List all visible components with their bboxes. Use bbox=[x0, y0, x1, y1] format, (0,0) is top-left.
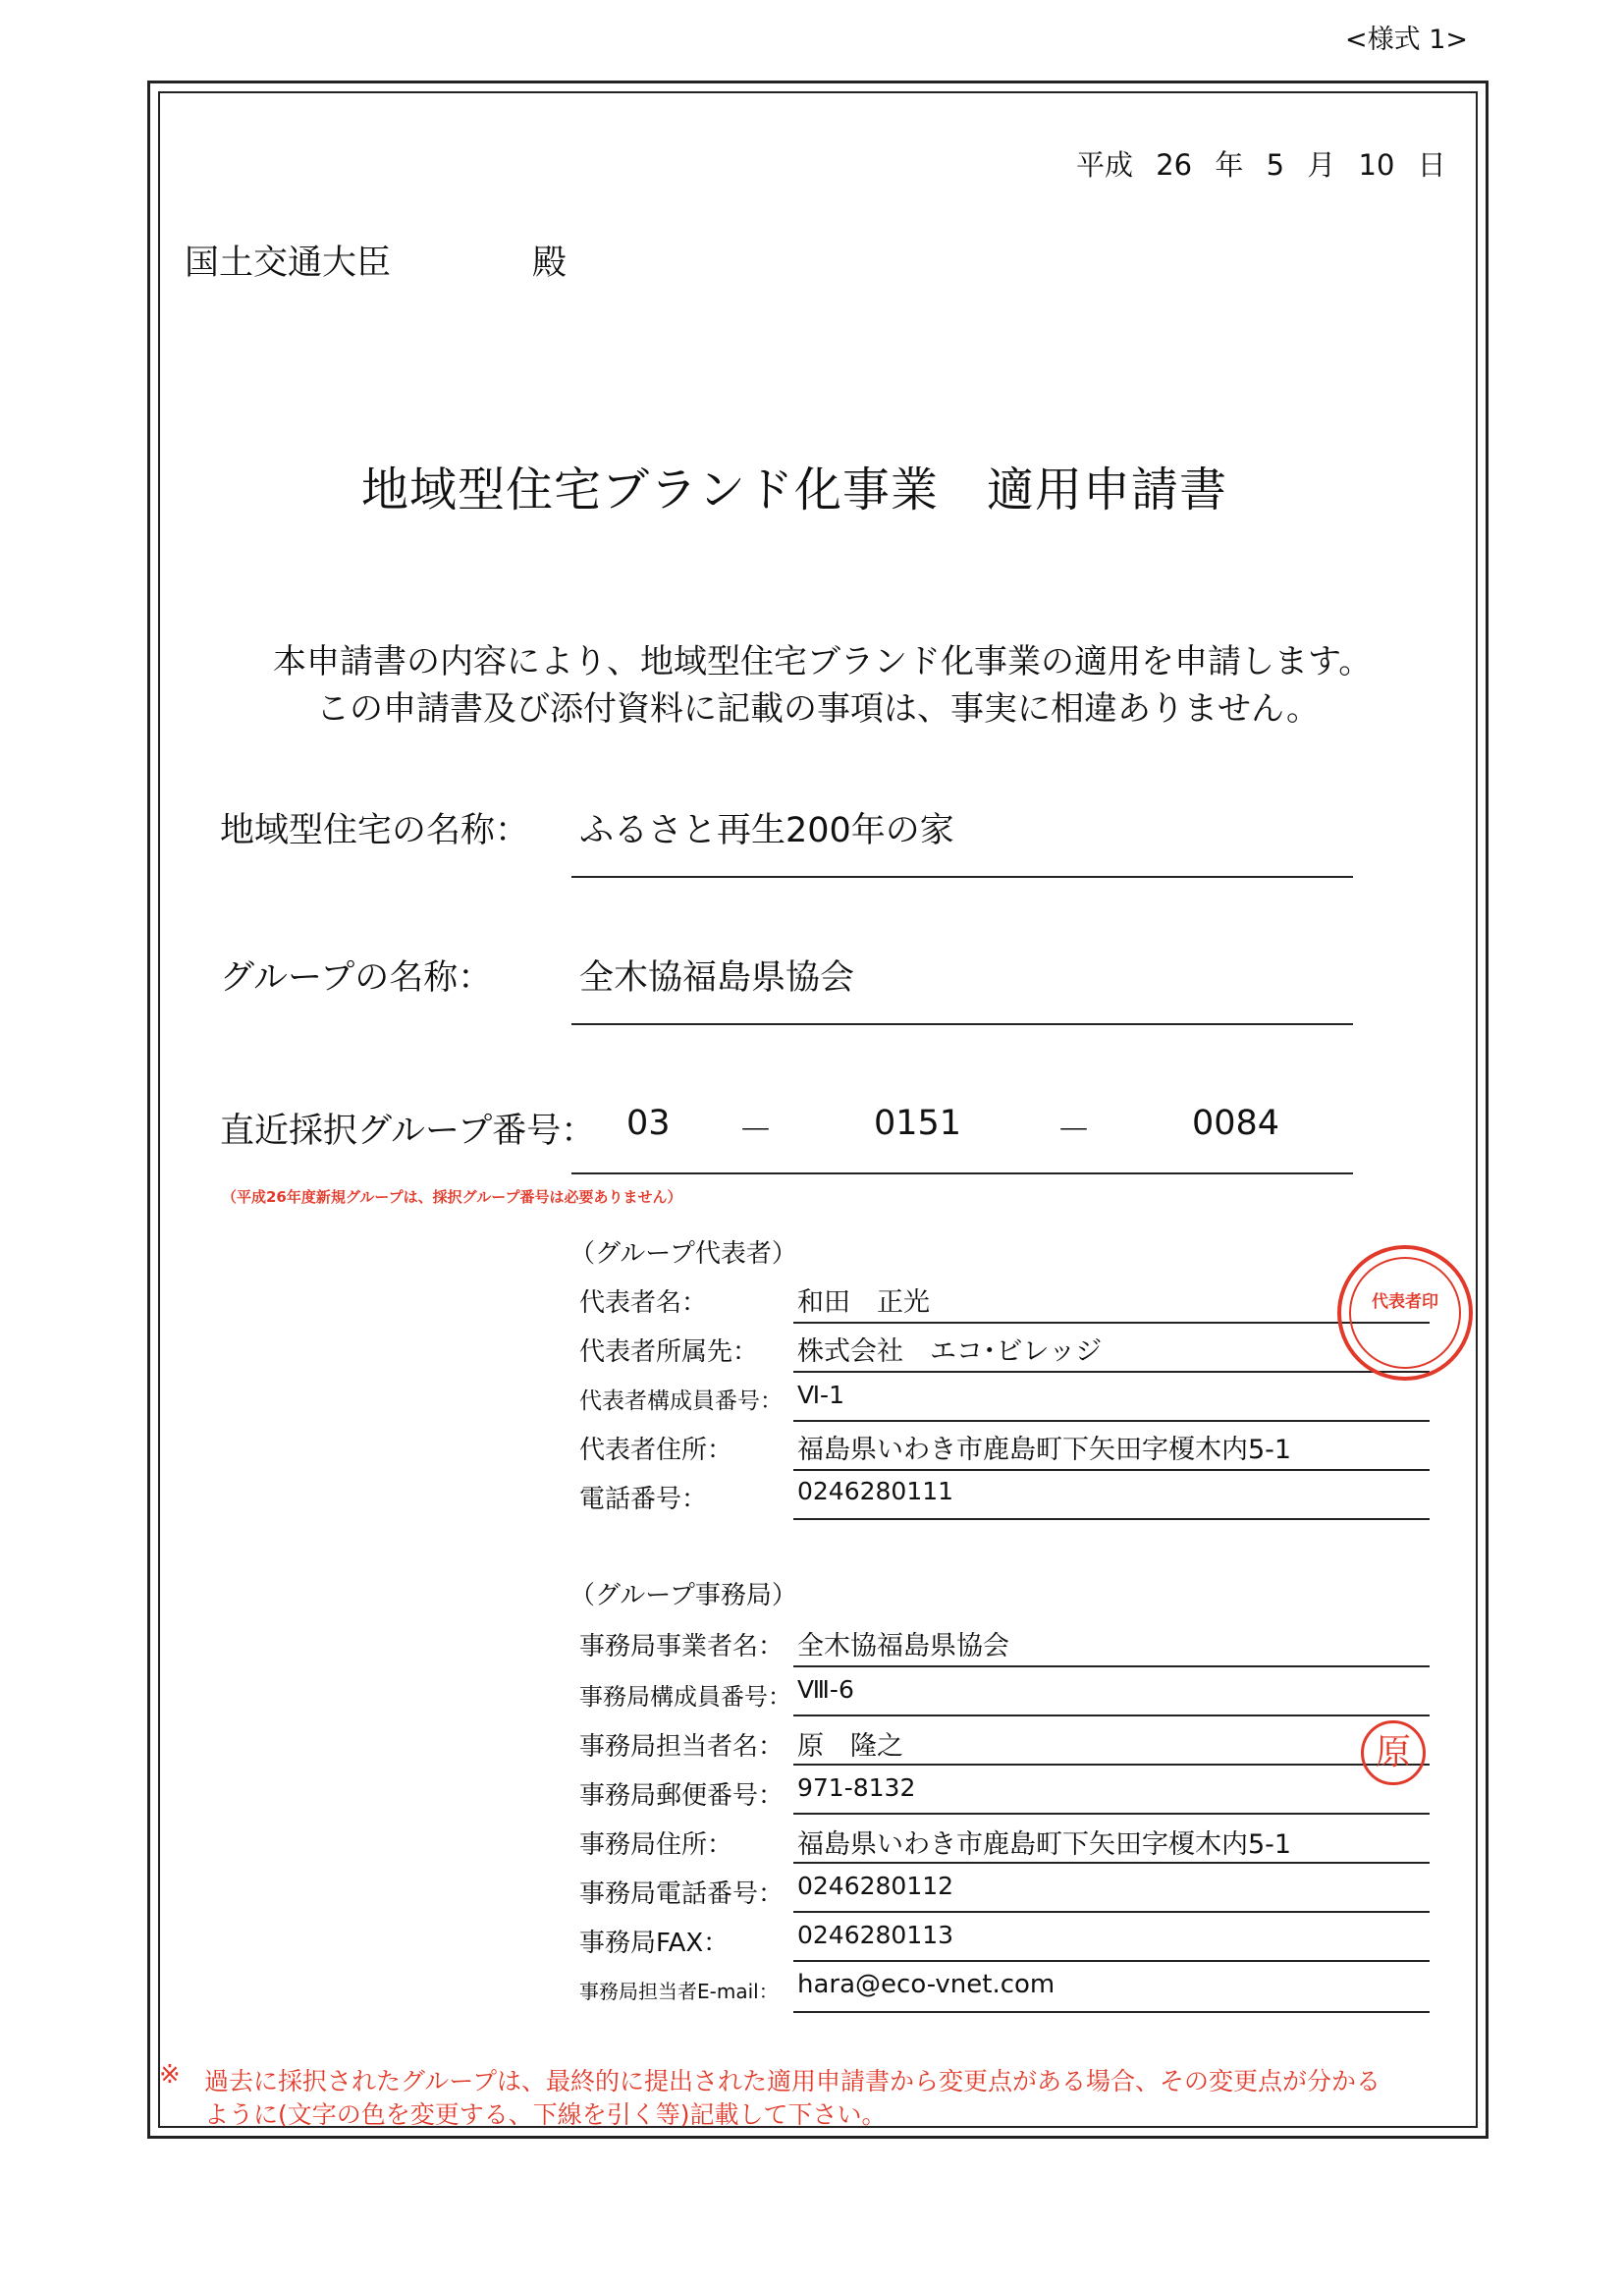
secretariat-label: 事務局電話番号： bbox=[579, 1879, 785, 1909]
representative-underline bbox=[793, 1322, 1430, 1324]
representative-label: 代表者所属先： bbox=[579, 1337, 759, 1367]
declaration-line-2: この申請書及び添付資料に記載の事項は、事実に相違ありません。 bbox=[316, 689, 1321, 729]
group-name-label: グループの名称： bbox=[220, 958, 493, 998]
housing-name-underline bbox=[571, 876, 1353, 878]
secretariat-label: 事務局構成員番号： bbox=[579, 1683, 791, 1711]
secretariat-underline bbox=[793, 1764, 1430, 1766]
group-number-underline bbox=[571, 1172, 1353, 1174]
representative-value: 和田 正光 bbox=[797, 1287, 930, 1318]
addressee-name: 国土交通大臣 bbox=[185, 244, 392, 283]
addressee-honorific: 殿 bbox=[532, 244, 568, 283]
group-number-separator-1: － bbox=[738, 1112, 774, 1151]
secretariat-value: Ⅷ-6 bbox=[797, 1675, 854, 1704]
secretariat-value: 原 隆之 bbox=[797, 1731, 903, 1762]
secretariat-label: 事務局FAX： bbox=[579, 1929, 730, 1958]
secretariat-value: 福島県いわき市鹿島町下矢田字榎木内5-1 bbox=[797, 1829, 1292, 1860]
footnote-line-1: 過去に採択されたグループは、最終的に提出された適用申請書から変更点がある場合、その変更点が分かる bbox=[204, 2067, 1381, 2096]
representative-label: 代表者構成員番号： bbox=[579, 1388, 783, 1414]
document-title: 地域型住宅ブランド化事業 適用申請書 bbox=[361, 463, 1228, 517]
representative-underline bbox=[793, 1371, 1430, 1373]
representative-value: 株式会社 エコ･ビレッジ bbox=[797, 1336, 1103, 1367]
secretariat-value: 971-8132 bbox=[797, 1773, 916, 1802]
group-name-value: 全木協福島県協会 bbox=[579, 958, 855, 998]
representative-underline bbox=[793, 1469, 1430, 1471]
date-year: 26 bbox=[1156, 148, 1193, 182]
group-number-part-3: 0084 bbox=[1192, 1104, 1280, 1143]
secretariat-heading: （グループ事務局） bbox=[569, 1581, 797, 1610]
housing-name-label: 地域型住宅の名称： bbox=[220, 811, 530, 850]
declaration-line-1: 本申請書の内容により、地域型住宅ブランド化事業の適用を申請します。 bbox=[273, 642, 1373, 681]
secretariat-underline bbox=[793, 1714, 1430, 1716]
representative-label: 代表者名： bbox=[579, 1288, 708, 1318]
secretariat-label: 事務局担当者E-mail： bbox=[579, 1980, 779, 2003]
representative-label: 電話番号： bbox=[579, 1485, 708, 1514]
secretariat-seal-text: 原 bbox=[1375, 1732, 1411, 1772]
secretariat-underline bbox=[793, 1813, 1430, 1815]
date-month-unit: 月 bbox=[1307, 148, 1336, 182]
secretariat-label: 事務局郵便番号： bbox=[579, 1781, 785, 1811]
date-year-unit: 年 bbox=[1215, 148, 1244, 182]
representative-seal-icon bbox=[1337, 1245, 1473, 1381]
secretariat-value: hara@eco-vnet.com bbox=[797, 1970, 1056, 1999]
representative-underline bbox=[793, 1420, 1430, 1422]
date-month: 5 bbox=[1266, 148, 1285, 182]
representative-heading: （グループ代表者） bbox=[569, 1239, 797, 1269]
representative-seal-text: 代表者印 bbox=[1372, 1291, 1438, 1312]
form-label: <様式 1> bbox=[1345, 25, 1469, 55]
secretariat-value: 全木協福島県協会 bbox=[797, 1631, 1009, 1661]
group-name-underline bbox=[571, 1023, 1353, 1025]
submission-date bbox=[1076, 143, 1446, 184]
representative-value: 福島県いわき市鹿島町下矢田字榎木内5-1 bbox=[797, 1435, 1292, 1465]
secretariat-label: 事務局担当者名： bbox=[579, 1732, 785, 1762]
group-number-separator-2: － bbox=[1056, 1112, 1092, 1151]
secretariat-underline bbox=[793, 1862, 1430, 1864]
footnote-line-2: ように(文字の色を変更する、下線を引く等)記載して下さい。 bbox=[204, 2100, 887, 2129]
representative-value: Ⅵ-1 bbox=[797, 1381, 844, 1409]
representative-label: 代表者住所： bbox=[579, 1436, 733, 1465]
group-number-note: （平成26年度新規グループは、採択グループ番号は必要ありません） bbox=[222, 1188, 682, 1206]
secretariat-seal-icon bbox=[1361, 1720, 1426, 1785]
group-number-part-2: 0151 bbox=[874, 1104, 962, 1143]
date-day: 10 bbox=[1358, 148, 1395, 182]
secretariat-value: 0246280112 bbox=[797, 1872, 954, 1900]
secretariat-label: 事務局事業者名： bbox=[579, 1632, 785, 1661]
group-number-part-1: 03 bbox=[626, 1104, 671, 1143]
housing-name-value: ふるさと再生200年の家 bbox=[579, 811, 954, 850]
footnote-mark: ※ bbox=[159, 2060, 181, 2090]
date-era: 平成 bbox=[1076, 148, 1134, 182]
secretariat-underline bbox=[793, 1911, 1430, 1913]
secretariat-underline bbox=[793, 1960, 1430, 1962]
date-day-unit: 日 bbox=[1417, 148, 1446, 182]
secretariat-label: 事務局住所： bbox=[579, 1830, 733, 1860]
secretariat-value: 0246280113 bbox=[797, 1921, 954, 1949]
group-number-label: 直近採択グループ番号： bbox=[220, 1112, 596, 1151]
representative-value: 0246280111 bbox=[797, 1477, 954, 1505]
secretariat-underline bbox=[793, 1665, 1430, 1667]
secretariat-underline bbox=[793, 2011, 1430, 2013]
representative-underline bbox=[793, 1518, 1430, 1520]
